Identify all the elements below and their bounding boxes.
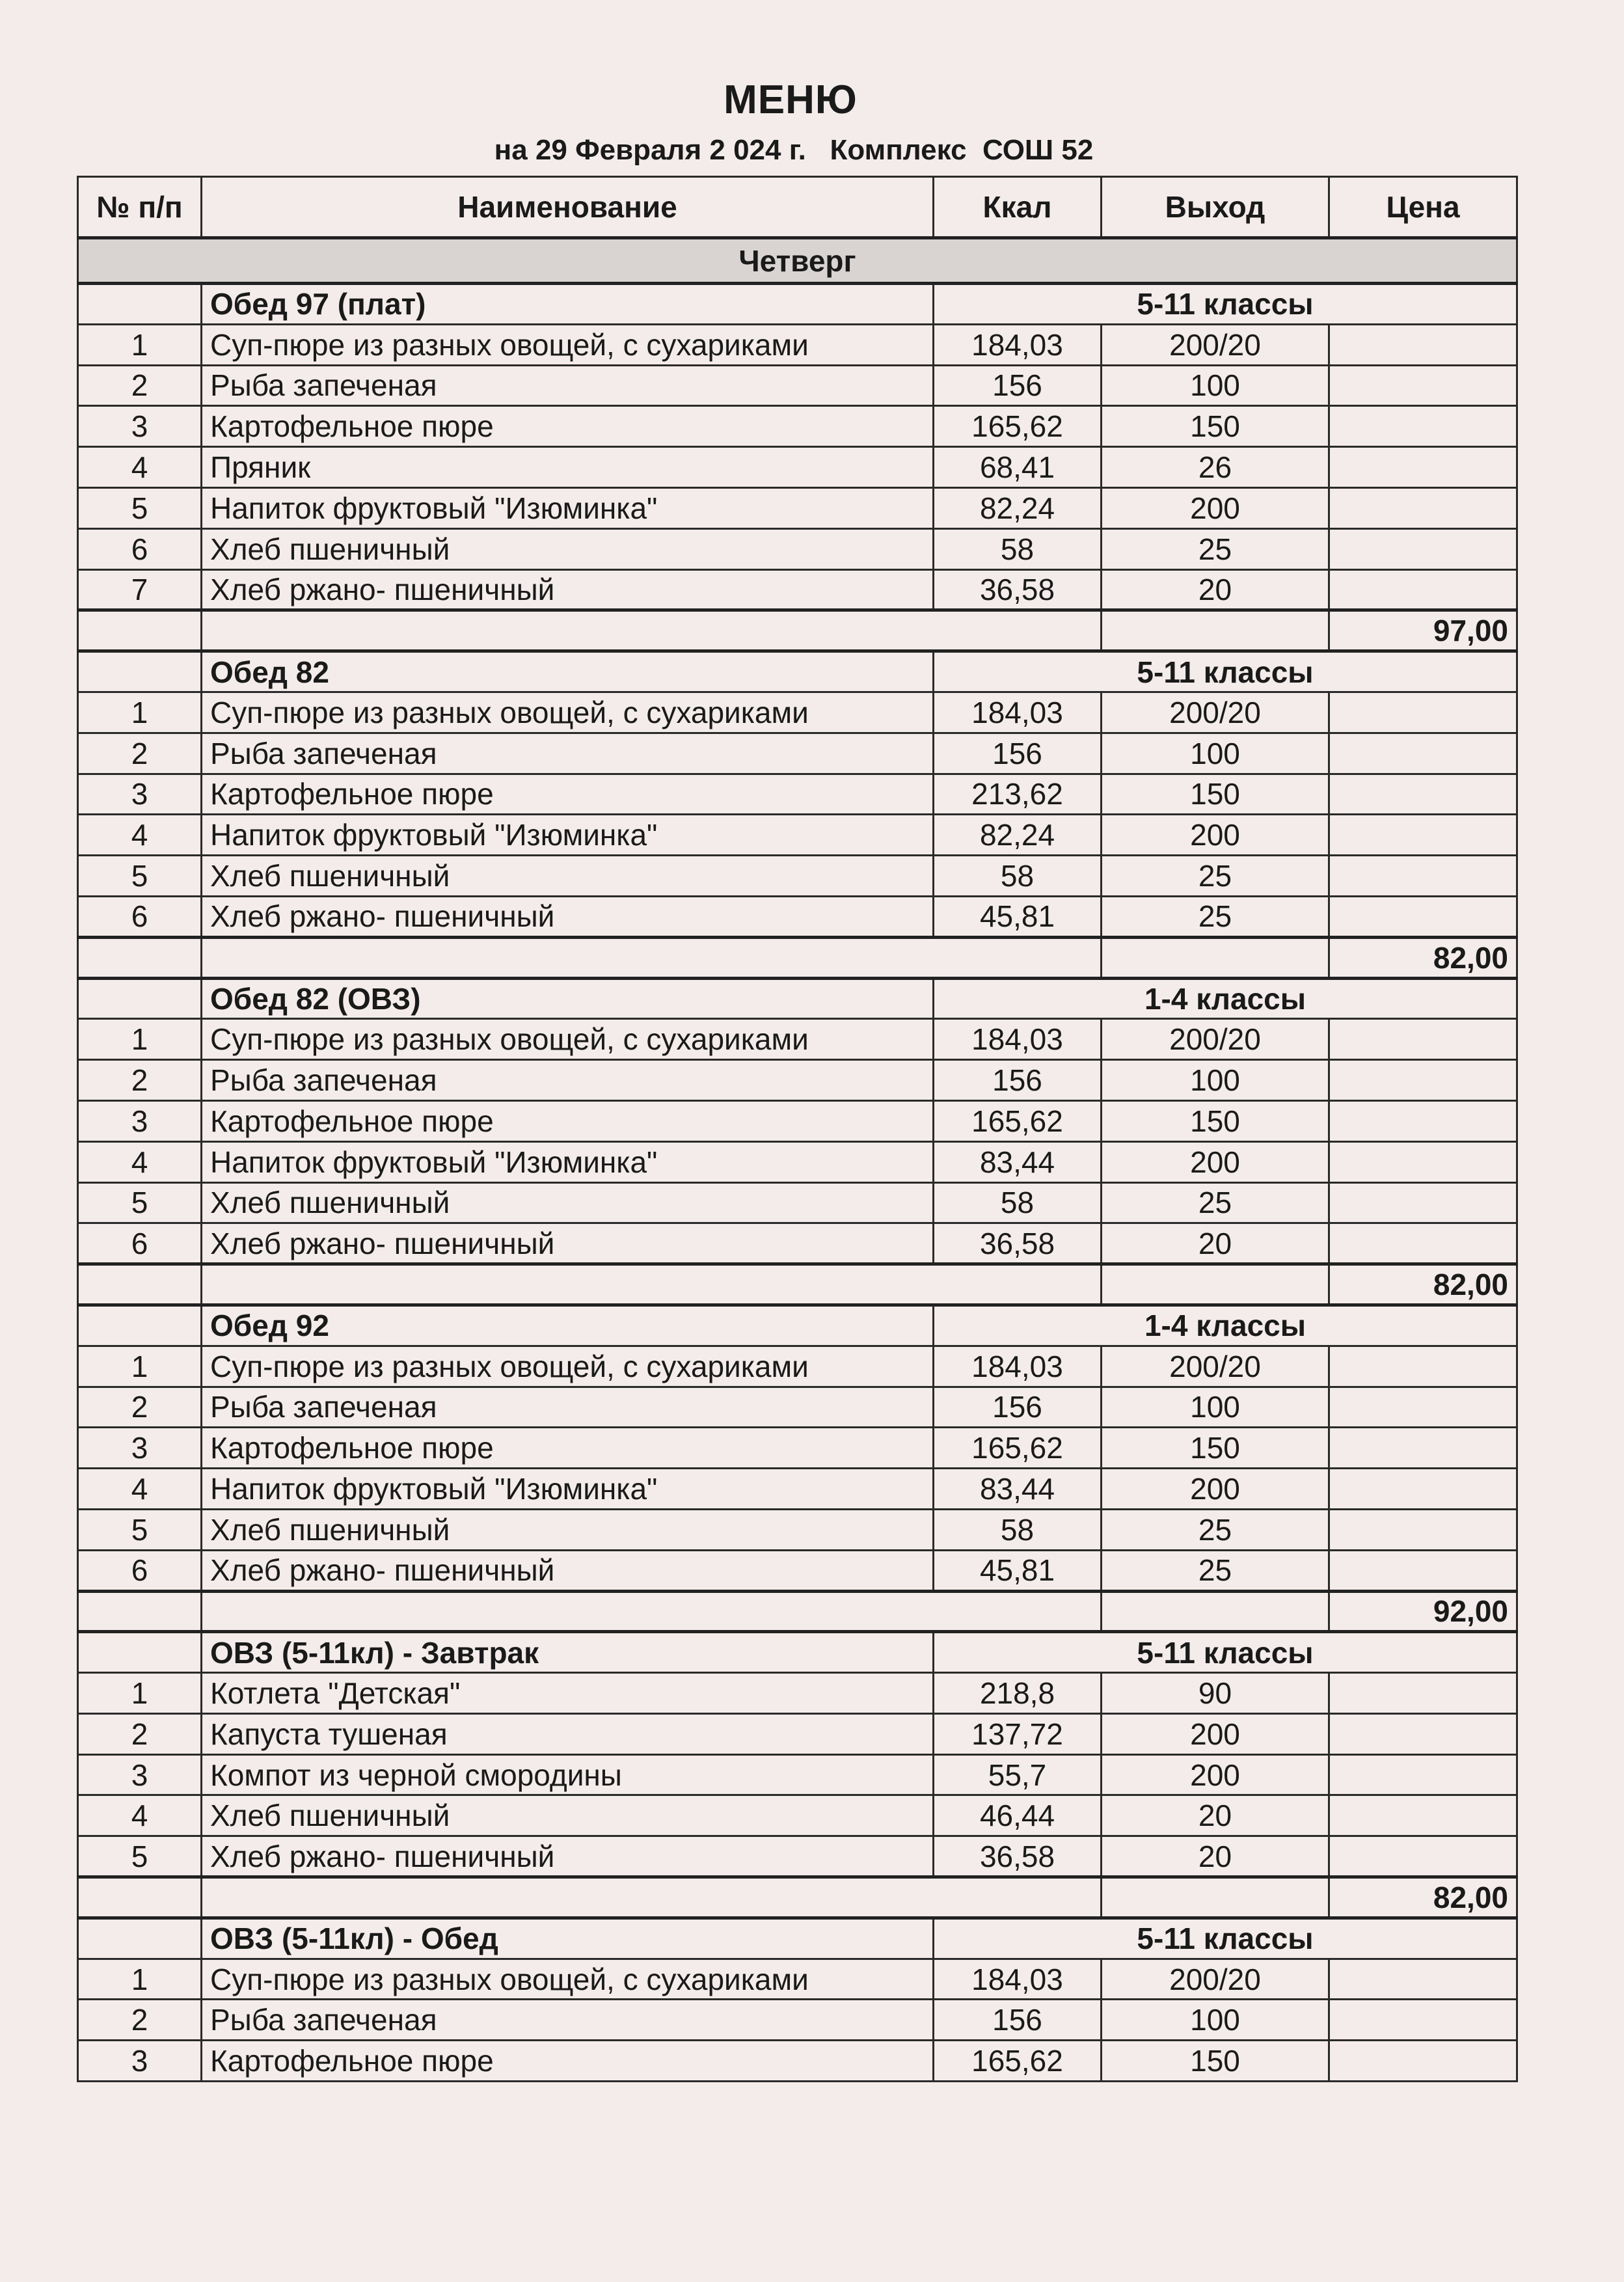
table-row [78, 1346, 1517, 1387]
item-kcal: 55,7 [934, 1754, 1102, 1795]
item-output: 200/20 [1102, 1959, 1329, 2000]
group-num-cell [78, 1918, 202, 1959]
item-name: Суп-пюре из разных овощей, с сухариками [202, 324, 934, 365]
item-output: 150 [1102, 2041, 1329, 2082]
item-price [1329, 1060, 1517, 1101]
item-name: Напиток фруктовый "Изюминка" [202, 1141, 934, 1182]
item-name: Хлеб ржано- пшеничный [202, 896, 934, 937]
item-price [1329, 1346, 1517, 1387]
item-output: 25 [1102, 1550, 1329, 1591]
item-number: 5 [78, 1509, 202, 1550]
item-number: 4 [78, 815, 202, 856]
table-row [78, 774, 1517, 815]
table-row [78, 692, 1517, 733]
group-total-price: 97,00 [1329, 610, 1517, 651]
total-num-cell [78, 1877, 202, 1918]
item-output: 25 [1102, 896, 1329, 937]
day-row [78, 238, 1517, 284]
table-row [78, 896, 1517, 937]
item-number: 2 [78, 1713, 202, 1754]
item-name: Рыба запеченая [202, 2000, 934, 2041]
table-row [78, 733, 1517, 774]
group-name: Обед 97 (плат) [202, 284, 934, 325]
group-classes: 1-4 классы [934, 1305, 1517, 1346]
table-row [78, 1795, 1517, 1836]
group-name: ОВЗ (5-11кл) - Обед [202, 1918, 934, 1959]
group-header-row [78, 1632, 1517, 1673]
item-number: 1 [78, 1959, 202, 2000]
group-total-price: 92,00 [1329, 1591, 1517, 1632]
item-output: 25 [1102, 528, 1329, 569]
item-number: 1 [78, 1673, 202, 1714]
item-name: Картофельное пюре [202, 1100, 934, 1141]
table-row [78, 1509, 1517, 1550]
total-num-cell [78, 1264, 202, 1305]
item-price [1329, 365, 1517, 406]
item-kcal: 184,03 [934, 1019, 1102, 1060]
item-name: Картофельное пюре [202, 774, 934, 815]
table-row [78, 1713, 1517, 1754]
item-number: 2 [78, 2000, 202, 2041]
item-price [1329, 1959, 1517, 2000]
group-num-cell [78, 651, 202, 692]
item-name: Хлеб ржано- пшеничный [202, 569, 934, 610]
table-row [78, 1754, 1517, 1795]
item-output: 100 [1102, 1387, 1329, 1428]
item-number: 2 [78, 733, 202, 774]
group-total-row [78, 1877, 1517, 1918]
item-price [1329, 1795, 1517, 1836]
item-number: 5 [78, 1182, 202, 1223]
item-name: Напиток фруктовый "Изюминка" [202, 487, 934, 528]
item-price [1329, 1100, 1517, 1141]
page-title: МЕНЮ [724, 77, 858, 122]
page-subtitle: на 29 Февраля 2 024 г. Комплекс СОШ 52 [494, 134, 1094, 166]
item-name: Напиток фруктовый "Изюминка" [202, 815, 934, 856]
table-row [78, 1469, 1517, 1510]
item-price [1329, 1141, 1517, 1182]
item-output: 100 [1102, 2000, 1329, 2041]
item-price [1329, 447, 1517, 488]
item-kcal: 165,62 [934, 2041, 1102, 2082]
day-label: Четверг [78, 238, 1517, 284]
item-number: 4 [78, 1141, 202, 1182]
table-row [78, 1100, 1517, 1141]
item-name: Капуста тушеная [202, 1713, 934, 1754]
item-name: Хлеб пшеничный [202, 1795, 934, 1836]
table-row [78, 1223, 1517, 1264]
item-price [1329, 1428, 1517, 1469]
item-name: Рыба запеченая [202, 1387, 934, 1428]
table-row [78, 1387, 1517, 1428]
item-output: 90 [1102, 1673, 1329, 1714]
item-price [1329, 692, 1517, 733]
item-name: Напиток фруктовый "Изюминка" [202, 1469, 934, 1510]
group-classes: 5-11 классы [934, 651, 1517, 692]
item-price [1329, 1550, 1517, 1591]
item-number: 4 [78, 1795, 202, 1836]
item-kcal: 184,03 [934, 1959, 1102, 2000]
item-kcal: 184,03 [934, 324, 1102, 365]
group-header-row [78, 284, 1517, 325]
item-kcal: 156 [934, 2000, 1102, 2041]
item-number: 3 [78, 2041, 202, 2082]
table-row [78, 324, 1517, 365]
item-number: 2 [78, 1387, 202, 1428]
item-number: 5 [78, 1836, 202, 1877]
column-header-output: Выход [1102, 177, 1329, 238]
table-row [78, 406, 1517, 447]
item-name: Картофельное пюре [202, 406, 934, 447]
item-kcal: 83,44 [934, 1141, 1102, 1182]
item-number: 6 [78, 1223, 202, 1264]
item-name: Рыба запеченая [202, 1060, 934, 1101]
item-kcal: 156 [934, 733, 1102, 774]
item-kcal: 218,8 [934, 1673, 1102, 1714]
item-output: 26 [1102, 447, 1329, 488]
group-header-row [78, 651, 1517, 692]
item-number: 5 [78, 487, 202, 528]
table-row [78, 1428, 1517, 1469]
item-price [1329, 815, 1517, 856]
item-name: Рыба запеченая [202, 365, 934, 406]
item-price [1329, 1387, 1517, 1428]
item-output: 150 [1102, 1100, 1329, 1141]
column-header-price: Цена [1329, 177, 1517, 238]
item-number: 6 [78, 1550, 202, 1591]
group-total-row [78, 1264, 1517, 1305]
item-price [1329, 1754, 1517, 1795]
item-output: 25 [1102, 1182, 1329, 1223]
item-name: Хлеб пшеничный [202, 856, 934, 897]
item-number: 2 [78, 1060, 202, 1101]
table-row [78, 528, 1517, 569]
item-output: 200 [1102, 1141, 1329, 1182]
total-spacer [202, 1591, 1102, 1632]
group-classes: 5-11 классы [934, 284, 1517, 325]
group-name: Обед 82 (ОВЗ) [202, 978, 934, 1019]
item-price [1329, 2041, 1517, 2082]
item-name: Компот из черной смородины [202, 1754, 934, 1795]
item-number: 3 [78, 774, 202, 815]
item-number: 7 [78, 569, 202, 610]
item-output: 200/20 [1102, 1346, 1329, 1387]
total-spacer [202, 937, 1102, 978]
item-price [1329, 896, 1517, 937]
item-output: 150 [1102, 1428, 1329, 1469]
table-row [78, 1019, 1517, 1060]
item-output: 20 [1102, 1223, 1329, 1264]
item-name: Хлеб пшеничный [202, 1182, 934, 1223]
column-header-num: № п/п [78, 177, 202, 238]
item-number: 3 [78, 406, 202, 447]
item-price [1329, 2000, 1517, 2041]
item-name: Картофельное пюре [202, 1428, 934, 1469]
item-price [1329, 733, 1517, 774]
column-header-name: Наименование [202, 177, 934, 238]
item-output: 25 [1102, 856, 1329, 897]
group-total-row [78, 937, 1517, 978]
group-num-cell [78, 284, 202, 325]
item-price [1329, 569, 1517, 610]
item-output: 150 [1102, 406, 1329, 447]
item-name: Хлеб ржано- пшеничный [202, 1550, 934, 1591]
table-row [78, 1141, 1517, 1182]
item-name: Картофельное пюре [202, 2041, 934, 2082]
item-output: 20 [1102, 569, 1329, 610]
item-number: 3 [78, 1428, 202, 1469]
item-number: 1 [78, 324, 202, 365]
item-name: Пряник [202, 447, 934, 488]
item-price [1329, 487, 1517, 528]
item-number: 6 [78, 896, 202, 937]
total-spacer-2 [1102, 1877, 1329, 1918]
item-name: Суп-пюре из разных овощей, с сухариками [202, 1346, 934, 1387]
item-name: Хлеб пшеничный [202, 1509, 934, 1550]
item-kcal: 45,81 [934, 896, 1102, 937]
table-row [78, 1550, 1517, 1591]
item-kcal: 165,62 [934, 1428, 1102, 1469]
table-row [78, 487, 1517, 528]
item-price [1329, 406, 1517, 447]
item-kcal: 46,44 [934, 1795, 1102, 1836]
total-num-cell [78, 937, 202, 978]
group-total-price: 82,00 [1329, 937, 1517, 978]
item-output: 100 [1102, 365, 1329, 406]
item-output: 200 [1102, 1754, 1329, 1795]
item-kcal: 184,03 [934, 1346, 1102, 1387]
table-row [78, 447, 1517, 488]
item-output: 100 [1102, 1060, 1329, 1101]
table-row [78, 1182, 1517, 1223]
item-output: 200 [1102, 1713, 1329, 1754]
item-number: 1 [78, 1346, 202, 1387]
table-row [78, 2000, 1517, 2041]
total-spacer [202, 1877, 1102, 1918]
total-spacer-2 [1102, 1264, 1329, 1305]
table-row [78, 365, 1517, 406]
group-name: Обед 92 [202, 1305, 934, 1346]
item-price [1329, 1673, 1517, 1714]
item-price [1329, 1713, 1517, 1754]
item-output: 200/20 [1102, 1019, 1329, 1060]
item-price [1329, 774, 1517, 815]
group-classes: 1-4 классы [934, 978, 1517, 1019]
table-row [78, 815, 1517, 856]
item-price [1329, 1836, 1517, 1877]
group-num-cell [78, 978, 202, 1019]
total-spacer [202, 1264, 1102, 1305]
group-total-row [78, 1591, 1517, 1632]
item-output: 200/20 [1102, 692, 1329, 733]
item-price [1329, 324, 1517, 365]
menu-table [77, 176, 1518, 2082]
item-output: 20 [1102, 1836, 1329, 1877]
table-row [78, 1673, 1517, 1714]
item-name: Суп-пюре из разных овощей, с сухариками [202, 1019, 934, 1060]
item-name: Хлеб ржано- пшеничный [202, 1836, 934, 1877]
group-total-price: 82,00 [1329, 1877, 1517, 1918]
item-number: 4 [78, 1469, 202, 1510]
item-name: Рыба запеченая [202, 733, 934, 774]
table-row [78, 569, 1517, 610]
group-classes: 5-11 классы [934, 1632, 1517, 1673]
item-output: 200 [1102, 1469, 1329, 1510]
item-price [1329, 1182, 1517, 1223]
total-spacer-2 [1102, 610, 1329, 651]
total-spacer-2 [1102, 937, 1329, 978]
item-price [1329, 1223, 1517, 1264]
group-num-cell [78, 1305, 202, 1346]
table-row [78, 856, 1517, 897]
item-kcal: 82,24 [934, 487, 1102, 528]
item-kcal: 36,58 [934, 1836, 1102, 1877]
item-kcal: 58 [934, 528, 1102, 569]
group-total-price: 82,00 [1329, 1264, 1517, 1305]
item-price [1329, 1469, 1517, 1510]
item-number: 3 [78, 1754, 202, 1795]
group-classes: 5-11 классы [934, 1918, 1517, 1959]
item-name: Котлета "Детская" [202, 1673, 934, 1714]
item-output: 25 [1102, 1509, 1329, 1550]
item-output: 200/20 [1102, 324, 1329, 365]
group-total-row [78, 610, 1517, 651]
item-kcal: 165,62 [934, 406, 1102, 447]
item-name: Хлеб ржано- пшеничный [202, 1223, 934, 1264]
item-output: 200 [1102, 487, 1329, 528]
item-number: 1 [78, 1019, 202, 1060]
item-kcal: 213,62 [934, 774, 1102, 815]
item-kcal: 165,62 [934, 1100, 1102, 1141]
item-name: Суп-пюре из разных овощей, с сухариками [202, 692, 934, 733]
item-kcal: 156 [934, 365, 1102, 406]
item-kcal: 58 [934, 856, 1102, 897]
total-spacer [202, 610, 1102, 651]
group-name: Обед 82 [202, 651, 934, 692]
item-name: Суп-пюре из разных овощей, с сухариками [202, 1959, 934, 2000]
item-kcal: 82,24 [934, 815, 1102, 856]
menu-body [78, 238, 1517, 2082]
table-header-row [78, 177, 1517, 238]
total-num-cell [78, 1591, 202, 1632]
table-row [78, 1836, 1517, 1877]
item-price [1329, 856, 1517, 897]
item-kcal: 156 [934, 1387, 1102, 1428]
item-price [1329, 1509, 1517, 1550]
item-kcal: 58 [934, 1509, 1102, 1550]
table-row [78, 1060, 1517, 1101]
group-header-row [78, 1918, 1517, 1959]
item-number: 3 [78, 1100, 202, 1141]
item-kcal: 58 [934, 1182, 1102, 1223]
group-header-row [78, 978, 1517, 1019]
item-kcal: 68,41 [934, 447, 1102, 488]
item-output: 200 [1102, 815, 1329, 856]
group-name: ОВЗ (5-11кл) - Завтрак [202, 1632, 934, 1673]
item-kcal: 45,81 [934, 1550, 1102, 1591]
item-number: 1 [78, 692, 202, 733]
item-kcal: 36,58 [934, 1223, 1102, 1264]
item-price [1329, 1019, 1517, 1060]
item-price [1329, 528, 1517, 569]
group-num-cell [78, 1632, 202, 1673]
total-spacer-2 [1102, 1591, 1329, 1632]
item-output: 20 [1102, 1795, 1329, 1836]
item-number: 6 [78, 528, 202, 569]
item-number: 5 [78, 856, 202, 897]
table-row [78, 1959, 1517, 2000]
item-number: 4 [78, 447, 202, 488]
table-row [78, 2041, 1517, 2082]
item-output: 150 [1102, 774, 1329, 815]
item-number: 2 [78, 365, 202, 406]
group-header-row [78, 1305, 1517, 1346]
total-num-cell [78, 610, 202, 651]
column-header-kcal: Ккал [934, 177, 1102, 238]
item-kcal: 137,72 [934, 1713, 1102, 1754]
item-name: Хлеб пшеничный [202, 528, 934, 569]
item-kcal: 36,58 [934, 569, 1102, 610]
item-output: 100 [1102, 733, 1329, 774]
item-kcal: 184,03 [934, 692, 1102, 733]
item-kcal: 156 [934, 1060, 1102, 1101]
item-kcal: 83,44 [934, 1469, 1102, 1510]
